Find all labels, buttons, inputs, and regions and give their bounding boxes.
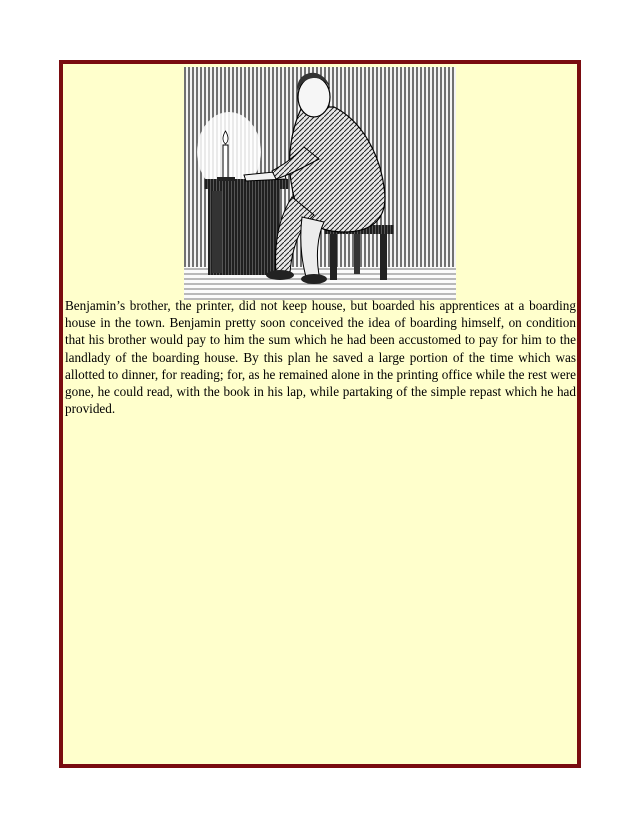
page-frame [59,60,581,768]
engraving-man-reading-by-candle-icon [184,67,456,300]
body-paragraph: Benjamin’s brother, the printer, did not keep house, but boarded his apprentices at a boarding house in the town. Benjamin pretty soon conceived the idea of boarding himself, on condition that his brother would pay to him the sum which he had been accustomed to pay for him to the landlady of the boarding house. By this plan he saved a large portion of the time which was allotted to dinner, for reading; for, as he remained alone in the printing office while the rest were gone, he could read, with the book in his lap, while partaking of the simple repast which he had provided. [65,298,576,417]
